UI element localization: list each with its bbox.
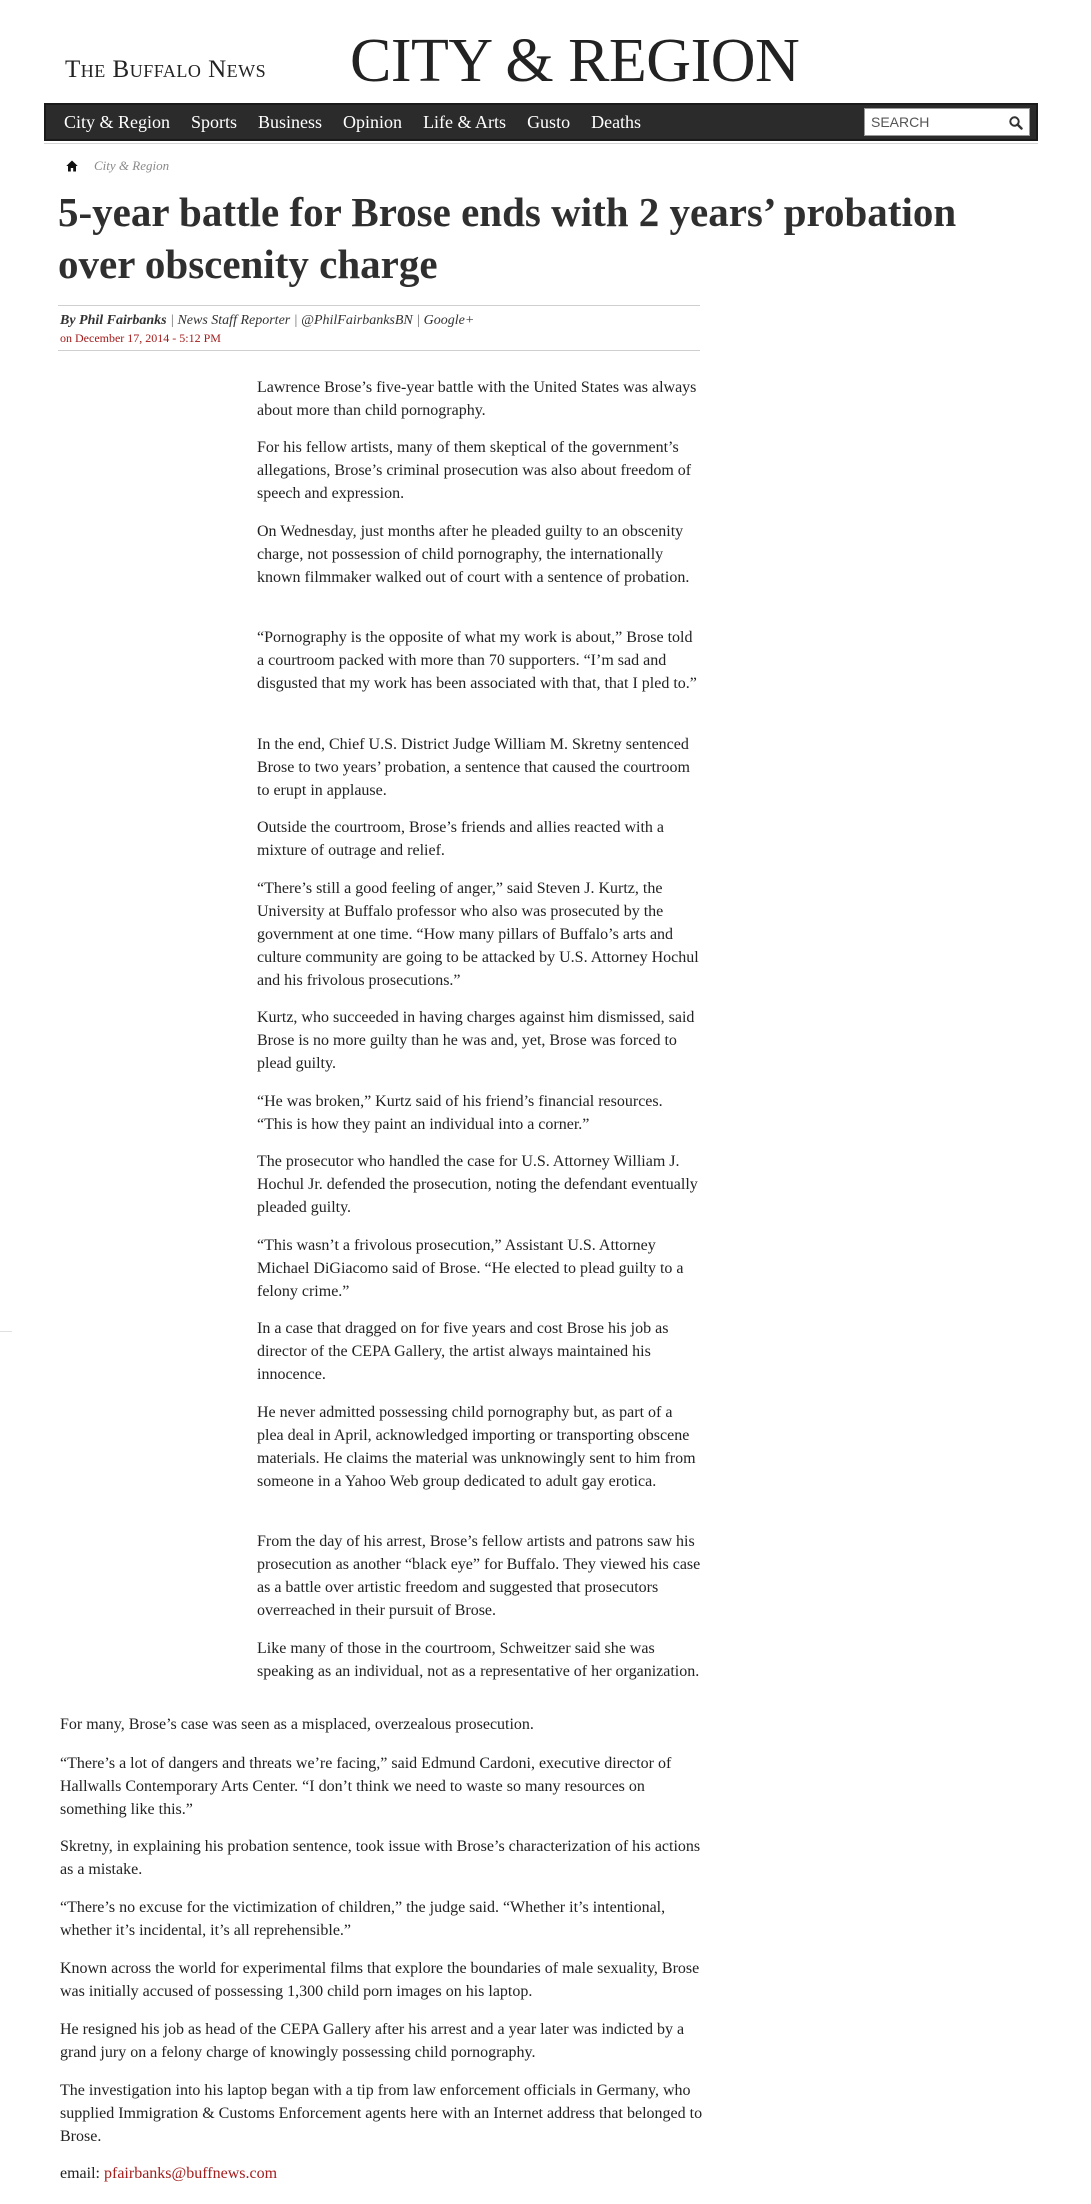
search-icon[interactable] bbox=[1008, 115, 1024, 131]
email-line bbox=[60, 2162, 705, 2185]
article-paragraph: In the end, Chief U.S. District Judge William M. Skretny sentenced Brose to two years’ probation, a sentence that caused the courtroom to erupt in applause. bbox=[257, 736, 690, 799]
email-label: email: bbox=[60, 2165, 100, 2182]
article-paragraph: From the day of his arrest, Brose’s fellow artists and patrons saw his prosecution as another “black eye” for Buffalo. They viewed his case as a battle over artistic freedom and suggested that prosecutors overreached in their pursuit of Brose. bbox=[257, 1533, 701, 1619]
section-title: CITY & REGION bbox=[350, 27, 800, 95]
article-paragraph: On Wednesday, just months after he pleaded guilty to an obscenity charge, not possession of child pornography, the internationally known filmmaker walked out of court with a sentence of probation. bbox=[257, 523, 690, 586]
publish-date: on December 17, 2014 - 5:12 PM bbox=[60, 331, 221, 345]
article-paragraph: Kurtz, who succeeded in having charges against him dismissed, said Brose is no more guilty than he was and, yet, Brose was forced to plead guilty. bbox=[257, 1009, 695, 1072]
nav-item-deaths[interactable]: Deaths bbox=[591, 111, 642, 132]
article-paragraph: “He was broken,” Kurtz said of his friend’s financial resources. “This is how they paint an individual into a corner.” bbox=[257, 1093, 663, 1133]
home-icon[interactable] bbox=[66, 160, 78, 172]
nav-list bbox=[64, 105, 662, 139]
article-paragraph: Like many of those in the courtroom, Schweitzer said she was speaking as an individual, not as a representative of her organization. bbox=[257, 1640, 700, 1680]
search-input[interactable] bbox=[865, 109, 1005, 135]
byline-line bbox=[60, 312, 700, 330]
article-headline: 5-year battle for Brose ends with 2 years’ probation over obscenity charge bbox=[58, 189, 957, 287]
article-paragraph: Lawrence Brose’s five-year battle with the United States was always about more than child pornography. bbox=[257, 379, 697, 419]
nav-item-life-arts[interactable]: Life & Arts bbox=[423, 111, 507, 132]
article-paragraph: He never admitted possessing child pornography but, as part of a plea deal in April, acknowledged importing or transporting obscene materials. He claims the material was unknowingly sent to him from someone in a Yahoo Web group dedicated to adult gay erotica. bbox=[257, 1404, 696, 1490]
breadcrumb bbox=[66, 158, 169, 174]
nav-item-sports[interactable]: Sports bbox=[191, 111, 238, 132]
search-box bbox=[864, 108, 1030, 136]
article-paragraph: For many, Brose’s case was seen as a misplaced, overzealous prosecution. bbox=[60, 1716, 534, 1733]
article-paragraph: Skretny, in explaining his probation sentence, took issue with Brose’s characterization of his actions as a mistake. bbox=[60, 1838, 701, 1878]
article-paragraph: In a case that dragged on for five years and cost Brose his job as director of the CEPA Gallery, the artist always maintained his innocence. bbox=[257, 1320, 669, 1383]
article-paragraph: “This wasn’t a frivolous prosecution,” Assistant U.S. Attorney Michael DiGiacomo said of Brose. “He elected to plead guilty to a felony crime.” bbox=[257, 1237, 684, 1300]
nav-item-opinion[interactable]: Opinion bbox=[343, 111, 403, 132]
main-nav bbox=[44, 103, 1038, 141]
byline-separator: | bbox=[416, 313, 424, 328]
edge-divider bbox=[0, 1331, 12, 1332]
byline-twitter[interactable]: @PhilFairbanksBN bbox=[301, 313, 413, 328]
email-link[interactable]: pfairbanks@buffnews.com bbox=[103, 2165, 278, 2182]
nav-item-gusto[interactable]: Gusto bbox=[527, 111, 571, 132]
article-paragraph: The investigation into his laptop began with a tip from law enforcement officials in Germany, who supplied Immigration & Customs Enforcement agents here with an Internet address that belonged to Brose. bbox=[60, 2082, 703, 2145]
site-logo[interactable]: The Buffalo News bbox=[65, 56, 267, 83]
article-paragraph: “There’s a lot of dangers and threats we’re facing,” said Edmund Cardoni, executive director of Hallwalls Contemporary Arts Center. “I don’t think we need to waste so many resources on something like this.” bbox=[60, 1755, 672, 1818]
masthead bbox=[0, 0, 1091, 100]
article-paragraph: Outside the courtroom, Brose’s friends and allies reacted with a mixture of outrage and relief. bbox=[257, 819, 664, 859]
article-paragraph: He resigned his job as head of the CEPA Gallery after his arrest and a year later was indicted by a grand jury on a felony charge of knowingly possessing child pornography. bbox=[60, 2021, 685, 2061]
byline bbox=[58, 305, 700, 351]
byline-separator: | bbox=[293, 313, 302, 328]
byline-separator: | bbox=[170, 313, 178, 328]
article-paragraph: “There’s no excuse for the victimization of children,” the judge said. “Whether it’s intentional, whether it’s incidental, it’s all reprehensible.” bbox=[60, 1899, 666, 1939]
byline-google[interactable]: Google+ bbox=[423, 313, 475, 328]
article-paragraph: The prosecutor who handled the case for U.S. Attorney William J. Hochul Jr. defended the prosecution, noting the defendant eventually pleaded guilty. bbox=[257, 1153, 698, 1216]
byline-title: News Staff Reporter bbox=[177, 313, 291, 328]
nav-item-city-region[interactable]: City & Region bbox=[64, 111, 171, 132]
breadcrumb-section[interactable]: City & Region bbox=[94, 158, 170, 173]
byline-author[interactable]: By Phil Fairbanks bbox=[60, 313, 167, 328]
article-paragraph: For his fellow artists, many of them skeptical of the government’s allegations, Brose’s criminal prosecution was also about freedom of speech and expression. bbox=[257, 439, 692, 502]
nav-divider bbox=[44, 143, 1038, 144]
nav-item-business[interactable]: Business bbox=[258, 111, 323, 132]
article-paragraph: “Pornography is the opposite of what my work is about,” Brose told a courtroom packed with more than 70 supporters. “I’m sad and disgusted that my work has been associated with that, that I pled to.” bbox=[257, 629, 697, 692]
article-paragraph: “There’s still a good feeling of anger,” said Steven J. Kurtz, the University at Buffalo professor who also was prosecuted by the government at one time. “How many pillars of Buffalo’s arts and culture community are going to be attacked by U.S. Attorney Hochul and his frivolous prosecutions.” bbox=[257, 880, 699, 989]
article-paragraph: Known across the world for experimental films that explore the boundaries of male sexuality, Brose was initially accused of possessing 1,300 child porn images on his laptop. bbox=[60, 1960, 700, 2000]
